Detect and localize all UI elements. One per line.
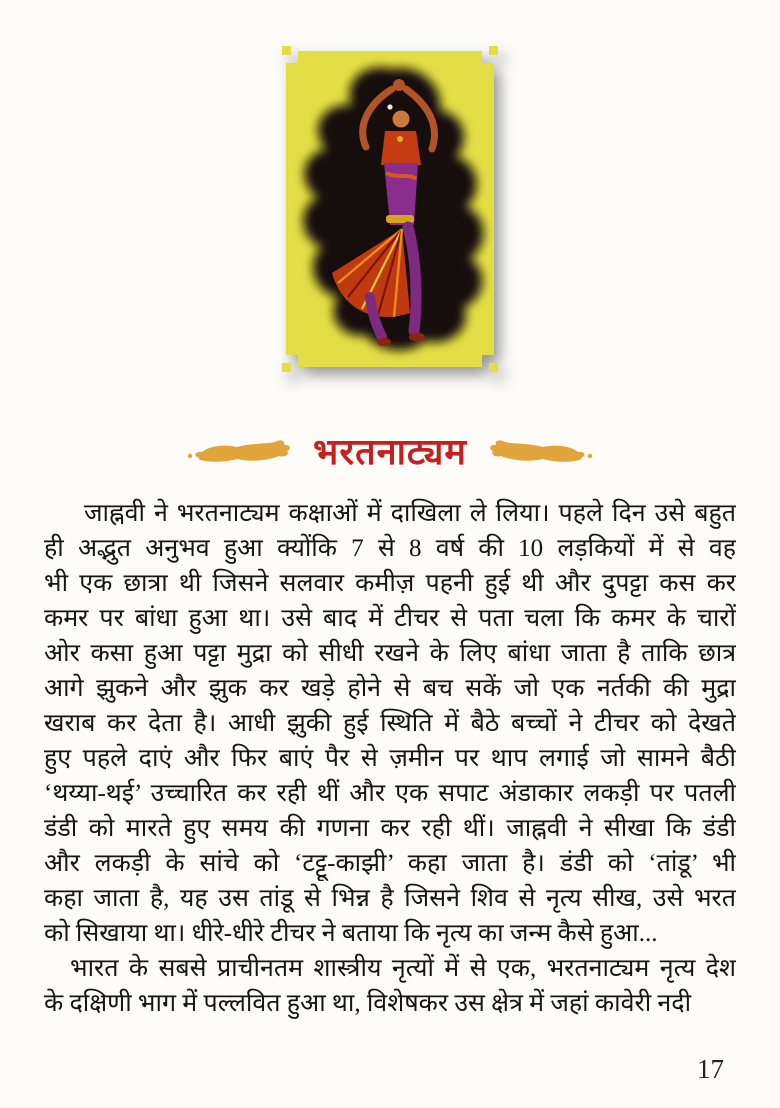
text-line: को सिखाया था। धीरे-धीरे टीचर ने बताया कि नृत्य का जन्म कैसे हुआ... (44, 920, 658, 947)
heading-row (0, 428, 780, 476)
text-line: के दक्षिणी भाग में पल्लवित हुआ था, विशेषकर उस क्षेत्र में जहां कावेरी नदी (44, 990, 692, 1017)
text-line: ओर कसा हुआ पट्टा मुद्रा को सीधी रखने के लिए बांधा जाता है ताकि छात्र (44, 640, 736, 667)
text-line: खराब कर देता है। आधी झुकी हुई स्थिति में बैठे बच्चों ने टीचर को देखते (44, 710, 736, 737)
text-line: भारत के सबसे प्राचीनतम शास्त्रीय नृत्यों में से एक, भरतनाट्यम नृत्य देश (70, 955, 736, 982)
left-flourish-icon (187, 437, 299, 467)
page-title: भरतनाट्यम (313, 432, 467, 472)
text-line: आगे झुकने और झुक कर खड़े होने से बच सकें जो एक नर्तकी की मुद्रा (44, 675, 736, 702)
text-line: कमर पर बांधा हुआ था। उसे बाद में टीचर से पता चला कि कमर के चारों (44, 605, 736, 632)
text-line: कहा जाता है, यह उस तांडू से भिन्न है जिसने शिव से नृत्य सीख, उसे भरत (44, 885, 736, 912)
text-line: और लकड़ी के सांचे को ‘टट्टू-काझी’ कहा जाता है। डंडी को ‘तांडू’ भी (44, 850, 736, 877)
right-flourish-icon (481, 437, 593, 467)
dancer-illustration (280, 45, 500, 373)
text-line: ‘थय्या-थई’ उच्चारित कर रही थीं और एक सपाट अंडाकार लकड़ी पर पतली (44, 780, 736, 807)
body-text (44, 496, 736, 1021)
page-number: 17 (697, 1054, 724, 1084)
text-line: डंडी को मारते हुए समय की गणना कर रही थीं। जाह्नवी ने सीखा कि डंडी (44, 815, 736, 842)
text-line: भी एक छात्रा थी जिसने सलवार कमीज़ पहनी हुई थी और दुपट्टा कस कर (44, 570, 736, 597)
dancer-illustration-svg (280, 45, 500, 373)
text-line: ही अद्भुत अनुभव हुआ क्योंकि 7 से 8 वर्ष की 10 लड़कियों में से वह (44, 535, 736, 562)
text-line: जाह्नवी ने भरतनाट्यम कक्षाओं में दाखिला ले लिया। पहले दिन उसे बहुत (84, 500, 736, 527)
text-line: हुए पहले दाएं और फिर बाएं पैर से ज़मीन पर थाप लगाई जो सामने बैठी (44, 745, 736, 772)
